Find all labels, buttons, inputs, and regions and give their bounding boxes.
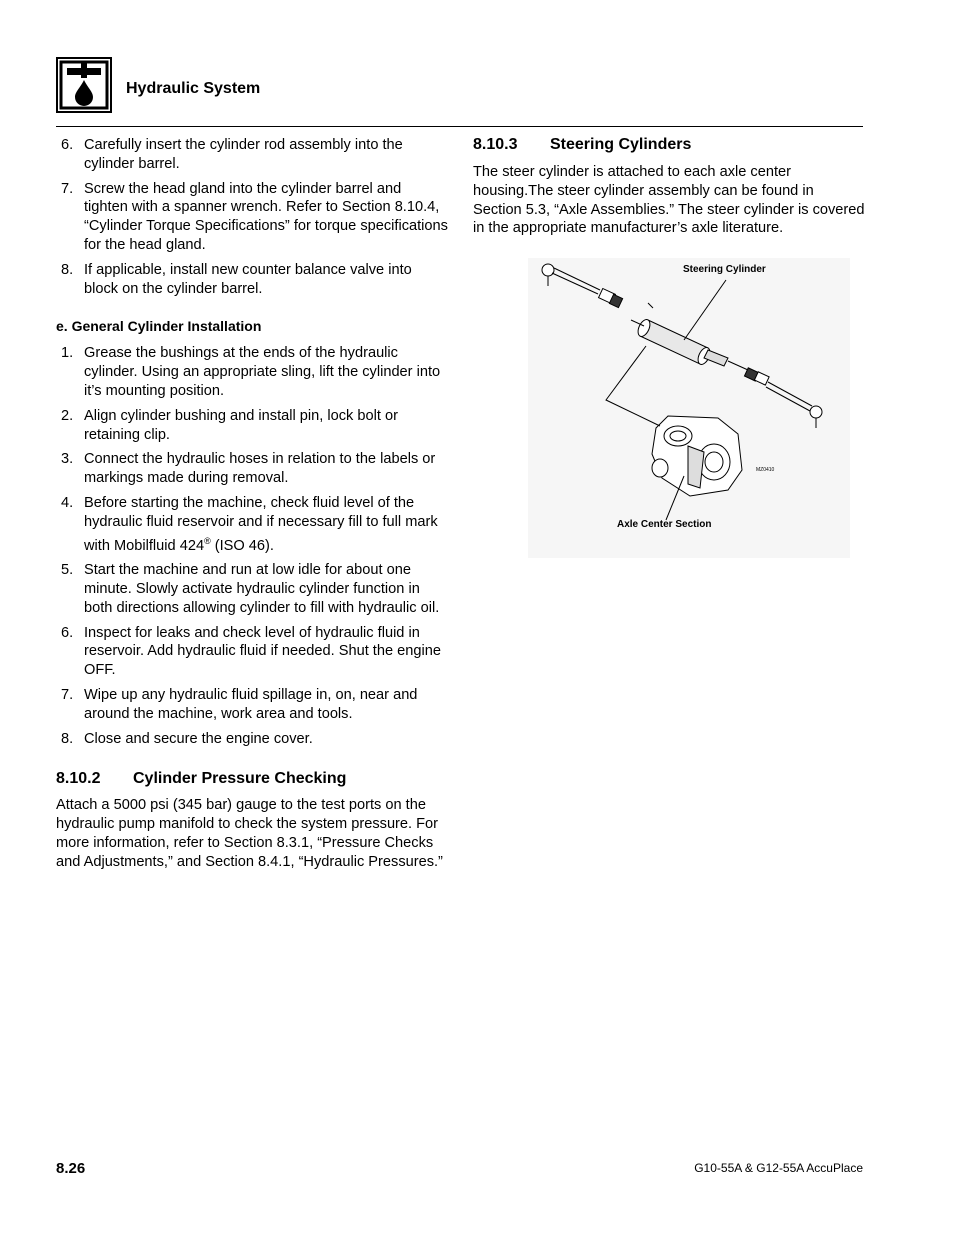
model-name: G10-55A & G12-55A AccuPlace (694, 1161, 863, 1175)
list-item-text: Wipe up any hydraulic fluid spillage in, on, near and around the machine, work area and tools. (84, 686, 418, 722)
list-item-number: 8. (61, 730, 74, 747)
section-header-title: Hydraulic System (126, 80, 261, 97)
list-item-text: Screw the head gland into the cylinder barrel and tighten with a spanner wrench. Refer to Section 8.10.4, “Cylinder Torque Specifications” for torque specifications for the head gland. (84, 180, 448, 253)
list-item-number: 3. (61, 451, 74, 468)
list-item-number: 4. (61, 494, 74, 511)
list-item (56, 450, 448, 488)
section-number: 8.10.2 (56, 770, 101, 788)
header-divider (56, 126, 863, 127)
steps-list-a (56, 136, 448, 298)
list-item-number: 5. (61, 562, 74, 579)
figure-code: MZ0410 (756, 467, 775, 473)
figure-label-steering-cylinder: Steering Cylinder (683, 264, 766, 275)
list-item-text: If applicable, install new counter balance valve into block on the cylinder barrel. (84, 261, 412, 297)
steps-list-b (56, 344, 448, 748)
section-paragraph: Attach a 5000 psi (345 bar) gauge to the test ports on the hydraulic pump manifold to check the system pressure. For more information, refer to Section 8.3.1, “Pressure Checks and Adjustments,” and Section 8.4.1, “Hydraulic Pressures.” (56, 797, 443, 870)
section-title: Cylinder Pressure Checking (133, 770, 347, 788)
list-item-text: Before starting the machine, check fluid level of the hydraulic fluid reservoir and if necessary fill to full mark with Mobilfluid 424 (84, 494, 438, 554)
list-item (56, 494, 448, 555)
list-item-text-tail: (ISO 46). (210, 537, 274, 554)
list-item (56, 261, 448, 299)
section-heading-8-10-3 (473, 136, 865, 154)
section-paragraph: The steer cylinder is attached to each axle center housing.The steer cylinder assembly can be found in Section 5.3, “Axle Assemblies.” The steer cylinder is covered in the appropriate manufacturer’s axle literature. (473, 164, 865, 237)
list-item-text: Connect the hydraulic hoses in relation to the labels or markings made during removal. (84, 451, 436, 487)
hydraulic-system-icon (56, 57, 112, 113)
list-item-number: 2. (61, 407, 74, 424)
list-item (56, 180, 448, 255)
section-title: Steering Cylinders (550, 136, 692, 153)
list-item-text: Grease the bushings at the ends of the hydraulic cylinder. Using an appropriate sling, lift the cylinder into it’s mounting position. (84, 345, 441, 399)
list-item-number: 6. (61, 137, 74, 153)
list-item (56, 136, 448, 174)
list-item (56, 344, 448, 400)
list-item-number: 8. (61, 261, 74, 278)
list-item-number: 7. (61, 686, 74, 703)
list-item-text: Carefully insert the cylinder rod assembly into the cylinder barrel. (84, 137, 403, 172)
figure-label-axle-center-section: Axle Center Section (617, 519, 712, 530)
list-item (56, 686, 448, 724)
list-item-number: 7. (61, 180, 74, 197)
list-item-text: Close and secure the engine cover. (84, 730, 313, 747)
list-item (56, 730, 448, 749)
list-item (56, 561, 448, 617)
list-item (56, 624, 448, 680)
list-item-number: 6. (61, 624, 74, 641)
list-item (56, 407, 448, 445)
list-item-text: Start the machine and run at low idle for about one minute. Slowly activate hydraulic cylinder function in both directions allowing cylinder to fill with hydraulic oil. (84, 562, 440, 616)
section-number: 8.10.3 (473, 136, 518, 153)
page-number: 8.26 (56, 1160, 86, 1177)
section-heading-8-10-2 (56, 770, 448, 788)
list-item-text: Inspect for leaks and check level of hydraulic fluid in reservoir. Add hydraulic fluid if needed. Shut the engine OFF. (84, 624, 441, 679)
right-column (473, 136, 865, 238)
list-item-number: 1. (61, 345, 74, 362)
steering-cylinder-figure (528, 258, 850, 558)
left-column (56, 136, 448, 872)
subsection-heading: e. General Cylinder Installation (56, 318, 262, 335)
registered-mark: ® (204, 535, 211, 546)
list-item-text: Align cylinder bushing and install pin, lock bolt or retaining clip. (84, 407, 398, 443)
